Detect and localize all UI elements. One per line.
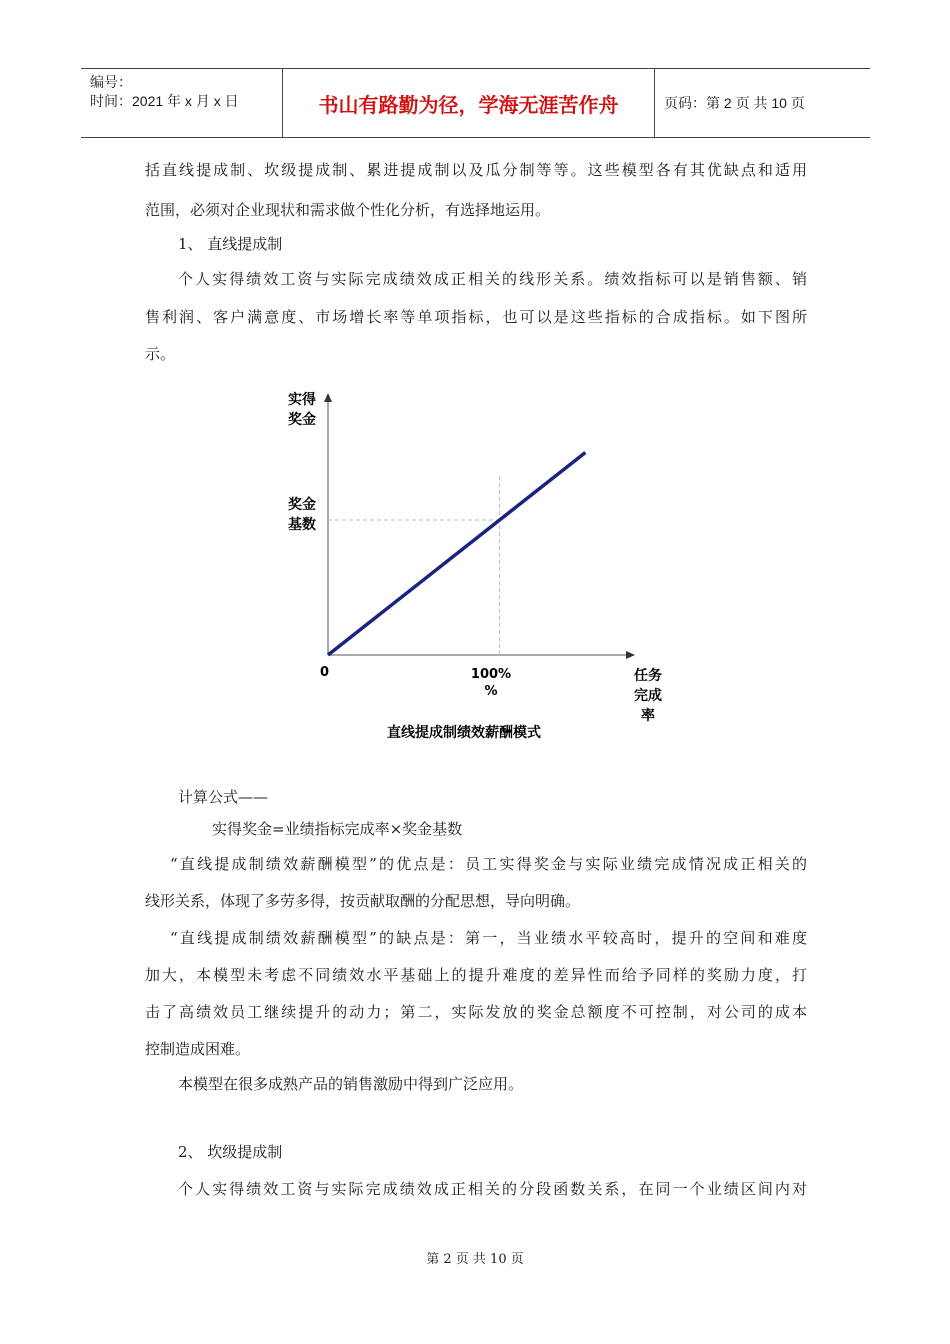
paragraph-line: 线形关系，体现了多劳多得，按贡献取酬的分配思想，导向明确。 [145, 892, 581, 910]
paragraph-line: 个人实得绩效工资与实际完成绩效成正相关的分段函数关系，在同一个业绩区间内对 [178, 1180, 807, 1198]
formula-label: 计算公式—— [178, 788, 269, 806]
x-axis-label-line1: 任务 [634, 668, 662, 684]
paragraph-line: 售利润、客户满意度、市场增长率等单项指标，也可以是这些指标的合成指标。如下图所 [145, 308, 807, 326]
paragraph-line: 本模型在很多成熟产品的销售激励中得到广泛应用。 [178, 1075, 524, 1093]
page-footer: 第 2 页 共 10 页 [426, 1252, 524, 1267]
x-tick-label-line2: % [484, 684, 498, 699]
chart-title: 直线提成制绩效薪酬模式 [387, 725, 541, 741]
series-line [328, 453, 585, 656]
y-axis-label-line1: 实得 [288, 392, 316, 408]
x-axis-label-line3: 率 [641, 708, 655, 724]
header-page-info: 页码：第 2 页 共 10 页 [664, 95, 805, 111]
doc-time-label: 时间：2021 年 x 月 x 日 [90, 93, 239, 109]
paragraph-line: 加大，本模型未考虑不同绩效水平基础上的提升难度的差异性而给予同样的奖励力度，打 [145, 966, 807, 984]
paragraph-line: 控制造成困难。 [145, 1040, 251, 1058]
doc-number-label: 编号： [90, 74, 132, 90]
x-axis-label-line2: 完成 [634, 688, 662, 704]
paragraph-line: 击了高绩效员工继续提升的动力；第二，实际发放的奖金总额度不可控制，对公司的成本 [145, 1003, 807, 1021]
y-axis-arrow [324, 393, 332, 402]
y-tick-label-line1: 奖金 [288, 497, 316, 513]
x-tick-label-100 [468, 666, 514, 700]
section-heading: 2、 坎级提成制 [178, 1143, 283, 1161]
section-heading: 1、 直线提成制 [178, 235, 283, 253]
formula-text: 实得奖金=业绩指标完成率×奖金基数 [212, 820, 463, 838]
y-tick-label-bonus-base [288, 495, 316, 535]
origin-label: 0 [320, 665, 330, 680]
line-chart [280, 385, 680, 745]
paragraph-line: 范围，必须对企业现状和需求做个性化分析，有选择地运用。 [145, 201, 551, 219]
header-motto: 书山有路勤为径，学海无涯苦作舟 [282, 69, 655, 137]
paragraph-line: 个人实得绩效工资与实际完成绩效成正相关的线形关系。绩效指标可以是销售额、销 [178, 270, 807, 288]
y-axis-label [288, 390, 316, 430]
paragraph-line: “直线提成制绩效薪酬模型”的缺点是：第一，当业绩水平较高时，提升的空间和难度 [170, 929, 807, 947]
x-tick-label-line1: 100% [470, 667, 512, 682]
y-tick-label-line2: 基数 [288, 517, 316, 533]
page-header [81, 68, 870, 138]
y-axis-label-line2: 奖金 [288, 412, 316, 428]
paragraph-line: 示。 [145, 345, 176, 363]
paragraph-line: “直线提成制绩效薪酬模型”的优点是：员工实得奖金与实际业绩完成情况成正相关的 [170, 855, 807, 873]
paragraph-line: 括直线提成制、坎级提成制、累进提成制以及瓜分制等等。这些模型各有其优缺点和适用 [145, 161, 807, 179]
x-axis-arrow [626, 651, 635, 659]
x-axis-label [630, 666, 666, 726]
header-meta [81, 69, 282, 137]
